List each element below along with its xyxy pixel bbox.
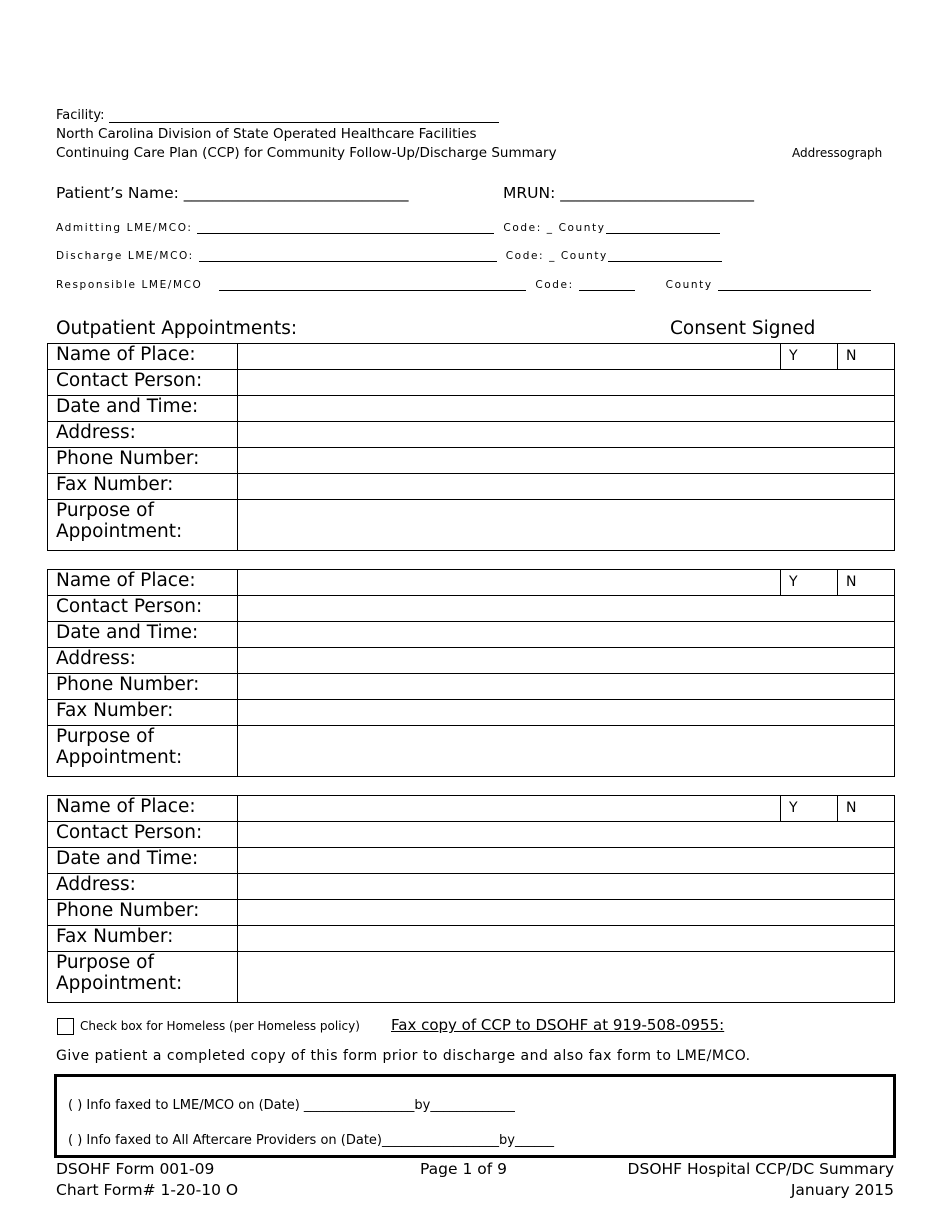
date-time-label: Date and Time:	[48, 396, 238, 422]
phone-number-label: Phone Number:	[48, 674, 238, 700]
date-time-input[interactable]	[238, 622, 895, 648]
date-time-label: Date and Time:	[48, 848, 238, 874]
table-row	[48, 500, 895, 551]
name-of-place-input[interactable]	[238, 344, 781, 370]
name-of-place-label: Name of Place:	[48, 570, 238, 596]
table-row	[48, 700, 895, 726]
consent-no-checkbox[interactable]: N	[838, 344, 895, 370]
fax-lme-line[interactable]: ( ) Info faxed to LME/MCO on (Date) _________________by_____________	[68, 1098, 515, 1113]
contact-person-input[interactable]	[238, 370, 895, 396]
mrun-blank[interactable]: _________________________	[560, 184, 754, 202]
organization-name: North Carolina Division of State Operated Healthcare Facilities	[56, 126, 477, 142]
discharge-code-county-label: Code: _ County	[505, 250, 608, 262]
patient-name-field	[56, 184, 409, 202]
admitting-code-county-label: Code: _ County	[503, 222, 606, 234]
responsible-lme-line[interactable]	[219, 279, 526, 291]
fax-number-label: Fax Number:	[48, 474, 238, 500]
name-of-place-label: Name of Place:	[48, 344, 238, 370]
appointment-table-2	[47, 569, 895, 777]
discharge-instruction: Give patient a completed copy of this form prior to discharge and also fax form to LME/MCO.	[56, 1048, 751, 1064]
contact-person-label: Contact Person:	[48, 822, 238, 848]
purpose-label-line1: Purpose of	[56, 952, 154, 973]
form-title: Continuing Care Plan (CCP) for Community Follow-Up/Discharge Summary	[56, 145, 557, 161]
table-row	[48, 422, 895, 448]
phone-number-input[interactable]	[238, 448, 895, 474]
table-row	[48, 796, 895, 822]
homeless-checkbox[interactable]	[57, 1018, 74, 1035]
table-row	[48, 622, 895, 648]
mrun-label: MRUN:	[503, 184, 556, 202]
purpose-label	[48, 952, 238, 1003]
table-row	[48, 874, 895, 900]
date-time-input[interactable]	[238, 848, 895, 874]
responsible-lme-label: Responsible LME/MCO	[56, 279, 203, 291]
address-label: Address:	[48, 422, 238, 448]
address-input[interactable]	[238, 874, 895, 900]
table-row	[48, 674, 895, 700]
phone-number-label: Phone Number:	[48, 900, 238, 926]
responsible-code-line[interactable]	[579, 279, 635, 291]
responsible-lme-row	[56, 279, 871, 291]
admitting-county-line[interactable]	[606, 222, 720, 234]
admitting-lme-row	[56, 222, 720, 234]
consent-yes-checkbox[interactable]: Y	[781, 796, 838, 822]
footer-document-name: DSOHF Hospital CCP/DC Summary	[627, 1160, 894, 1178]
contact-person-label: Contact Person:	[48, 370, 238, 396]
purpose-input[interactable]	[238, 726, 895, 777]
fax-aftercare-line[interactable]: ( ) Info faxed to All Aftercare Providers on (Date)__________________by______	[68, 1133, 554, 1148]
consent-yes-checkbox[interactable]: Y	[781, 570, 838, 596]
phone-number-input[interactable]	[238, 900, 895, 926]
discharge-county-line[interactable]	[608, 250, 722, 262]
footer-chart-form: Chart Form# 1-20-10 O	[56, 1181, 239, 1199]
purpose-label	[48, 726, 238, 777]
facility-field	[56, 108, 499, 123]
consent-no-checkbox[interactable]: N	[838, 796, 895, 822]
responsible-county-label: County	[665, 279, 713, 291]
address-label: Address:	[48, 648, 238, 674]
discharge-lme-label: Discharge LME/MCO:	[56, 250, 194, 262]
patient-name-label: Patient’s Name:	[56, 184, 179, 202]
consent-no-checkbox[interactable]: N	[838, 570, 895, 596]
table-row	[48, 952, 895, 1003]
discharge-lme-line[interactable]	[199, 250, 497, 262]
footer-page-number: Page 1 of 9	[420, 1160, 507, 1178]
address-input[interactable]	[238, 648, 895, 674]
table-row	[48, 648, 895, 674]
fax-number-input[interactable]	[238, 926, 895, 952]
responsible-county-line[interactable]	[718, 279, 871, 291]
name-of-place-label: Name of Place:	[48, 796, 238, 822]
fax-number-label: Fax Number:	[48, 700, 238, 726]
appointment-table-1	[47, 343, 895, 551]
address-input[interactable]	[238, 422, 895, 448]
fax-number-input[interactable]	[238, 474, 895, 500]
table-row	[48, 848, 895, 874]
purpose-input[interactable]	[238, 500, 895, 551]
purpose-label-line1: Purpose of	[56, 500, 154, 521]
name-of-place-input[interactable]	[238, 570, 781, 596]
purpose-label-line2: Appointment:	[56, 521, 183, 542]
table-row	[48, 474, 895, 500]
discharge-lme-row	[56, 250, 722, 262]
responsible-code-label: Code:	[535, 279, 574, 291]
purpose-label	[48, 500, 238, 551]
purpose-label-line2: Appointment:	[56, 747, 183, 768]
fax-number-label: Fax Number:	[48, 926, 238, 952]
footer-date: January 2015	[790, 1181, 894, 1199]
footer-form-number: DSOHF Form 001-09	[56, 1160, 215, 1178]
address-label: Address:	[48, 874, 238, 900]
table-row	[48, 726, 895, 777]
contact-person-input[interactable]	[238, 596, 895, 622]
addressograph-label: Addressograph	[792, 146, 883, 160]
consent-signed-label: Consent Signed	[670, 318, 816, 339]
fax-number-input[interactable]	[238, 700, 895, 726]
patient-name-blank[interactable]: _____________________________	[183, 184, 409, 202]
table-row	[48, 396, 895, 422]
date-time-input[interactable]	[238, 396, 895, 422]
table-row	[48, 822, 895, 848]
mrun-field	[503, 184, 754, 202]
admitting-lme-line[interactable]	[197, 222, 494, 234]
date-time-label: Date and Time:	[48, 622, 238, 648]
appointment-table-3	[47, 795, 895, 1003]
table-row	[48, 900, 895, 926]
purpose-input[interactable]	[238, 952, 895, 1003]
table-row	[48, 344, 895, 370]
homeless-checkbox-label: Check box for Homeless (per Homeless policy)	[80, 1019, 360, 1033]
table-row	[48, 570, 895, 596]
table-row	[48, 596, 895, 622]
fax-copy-instruction: Fax copy of CCP to DSOHF at 919-508-0955:	[391, 1016, 725, 1034]
outpatient-appointments-title: Outpatient Appointments:	[56, 318, 298, 339]
table-row	[48, 370, 895, 396]
table-row	[48, 926, 895, 952]
table-row	[48, 448, 895, 474]
facility-label: Facility:	[56, 108, 105, 123]
phone-number-label: Phone Number:	[48, 448, 238, 474]
facility-input-line[interactable]	[109, 109, 499, 123]
contact-person-label: Contact Person:	[48, 596, 238, 622]
name-of-place-input[interactable]	[238, 796, 781, 822]
phone-number-input[interactable]	[238, 674, 895, 700]
consent-yes-checkbox[interactable]: Y	[781, 344, 838, 370]
contact-person-input[interactable]	[238, 822, 895, 848]
admitting-lme-label: Admitting LME/MCO:	[56, 222, 193, 234]
purpose-label-line1: Purpose of	[56, 726, 154, 747]
purpose-label-line2: Appointment:	[56, 973, 183, 994]
